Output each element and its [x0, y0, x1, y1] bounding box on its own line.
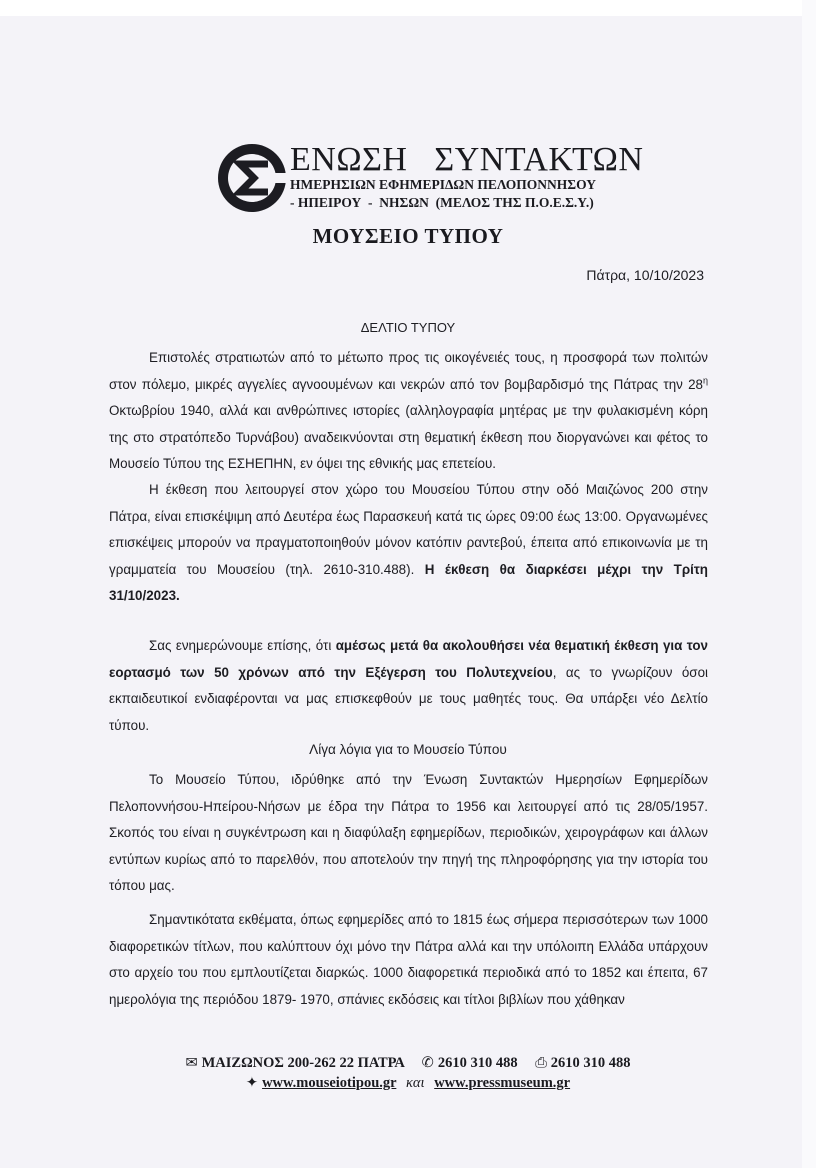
paragraph-4: Το Μουσείο Τύπου, ιδρύθηκε από την Ένωση Συντακτών Ημερησίων Εφημερίδων Πελοποννήσου-Ηπείρου-Νήσων με έδρα την Πάτρα το 1956 και λειτουργεί από τις 28/05/1957. Σκοπός του είναι η συγκέντρωση και η διαφύλαξη εφημερίδων, περιοδικών, χειρογράφων και άλλων εντύπων κυρίως από το παρελθόν, που αποτελούν την πηγή της πληροφόρησης για την ιστορία του τόπου μας. [109, 772, 708, 894]
footer-contact [0, 1053, 816, 1073]
paragraph-3-text-a: Σας ενημερώνουμε επίσης, ότι [149, 638, 336, 653]
dateline: Πάτρα, 10/10/2023 [586, 267, 704, 283]
mouse-icon: ✦ [245, 1075, 259, 1091]
scan-edge-top [0, 0, 816, 16]
website-link-2[interactable]: www.pressmuseum.gr [434, 1075, 571, 1091]
paragraph-1 [109, 345, 708, 478]
paragraph-5: Σημαντικότατα εκθέματα, όπως εφημερίδες από το 1815 έως σήμερα περισσότερων των 1000 διαφορετικών τίτλων, που καλύπτουν όχι μόνο την Πάτρα αλλά και την υπόλοιπη Ελλάδα υπάρχουν στο αρχείο του που εμπλουτίζεται διαρκώς. 1000 διαφορετικά περιοδικά από το 1852 και έπειτα, 67 ημερολόγια της περιόδου 1879- 1970, σπάνιες εκδόσεις και τίτλοι βιβλίων που χάθηκαν [109, 912, 708, 1007]
section-heading: Λίγα λόγια για το Μουσείο Τύπου [309, 742, 507, 757]
paragraph-1-text-b: Οκτωβρίου 1940, αλλά και ανθρώπινες ιστορίες (αλληλογραφία μητέρας με την φυλακισμένη κόρη της στο στρατόπεδο Τυρνάβου) αναδεικνύονται στη θεματική έκθεση που διοργανώνει και φέτος το Μουσείο Τύπου της ΕΣΗΕΠΗΝ, εν όψει της εθνικής μας επετείου. [109, 403, 708, 472]
telephone-icon: ✆ [421, 1055, 434, 1071]
ordinal-superscript: η [702, 375, 708, 386]
footer-conjunction: και [405, 1075, 425, 1091]
organization-subtitle-line1: ΗΜΕΡΗΣΙΩΝ ΕΦΗΜΕΡΙΔΩΝ ΠΕΛΟΠΟΝΝΗΣΟΥ [290, 177, 596, 192]
organization-subtitle-line2: - ΗΠΕΙΡΟΥ - ΝΗΣΩΝ (ΜΕΛΟΣ ΤΗΣ Π.Ο.Ε.Σ.Υ.) [290, 195, 594, 210]
esiepin-logo-icon [216, 142, 288, 214]
scan-edge-right [802, 0, 816, 1168]
envelope-icon: ✉ [185, 1055, 198, 1071]
fax-icon: ⎙ [535, 1055, 547, 1071]
footer-web [0, 1073, 816, 1093]
paragraph-2 [109, 477, 708, 610]
paragraph-3-bold: αμέσως μετά θα ακολουθήσει νέα θεματική έκθεση για τον εορτασμό των 50 χρόνων από την Εξέγερση του Πολυτεχνείου [109, 638, 708, 680]
letterhead [216, 141, 644, 214]
paragraph-1-text-a: Επιστολές στρατιωτών από το μέτωπο προς τις οικογένειές τους, η προσφορά των πολιτών στον πόλεμο, μικρές αγγελίες αγνοουμένων και νεκρών από τον βομβαρδισμό της Πάτρας την 28 [109, 350, 708, 392]
footer-address: ΜΑΙΖΩΝΟΣ 200-262 22 ΠΑΤΡΑ [201, 1055, 405, 1071]
footer-fax: 2610 310 488 [550, 1055, 631, 1071]
press-release-heading: ΔΕΛΤΙΟ ΤΥΠΟΥ [360, 320, 456, 335]
paragraph-2-bold: Η έκθεση θα διαρκέσει μέχρι την Τρίτη 31/10/2023. [109, 561, 708, 604]
organization-name: ΕΝΩΣΗ ΣΥΝΤΑΚΤΩΝ [290, 141, 644, 178]
paragraph-3-text-b: , ας το γνωρίζουν όσοι εκπαιδευτικοί ενδιαφέρονται να μας επισκεφθούν με τους μαθητές τους. Θα υπάρξει νέο Δελτίο τύπου. [109, 664, 708, 733]
paragraph-3 [109, 633, 708, 739]
website-link-1[interactable]: www.mouseiotipou.gr [262, 1075, 397, 1091]
paragraph-2-text: Η έκθεση που λειτουργεί στον χώρο του Μουσείου Τύπου στην οδό Μαιζώνος 200 στην Πάτρα, είναι επισκέψιμη από Δευτέρα έως Παρασκευή κατά τις ώρες 09:00 έως 13:00. Οργανωμένες επισκέψεις μπορούν να πραγματοποιηθούν μόνον κατόπιν ραντεβού, έπειτα από επικοινωνία με τη γραμματεία του Μουσείου (τηλ. 2610-310.488). [109, 482, 708, 577]
footer-phone: 2610 310 488 [437, 1055, 518, 1071]
museum-title: ΜΟΥΣΕΙΟ ΤΥΠΟΥ [312, 224, 504, 248]
